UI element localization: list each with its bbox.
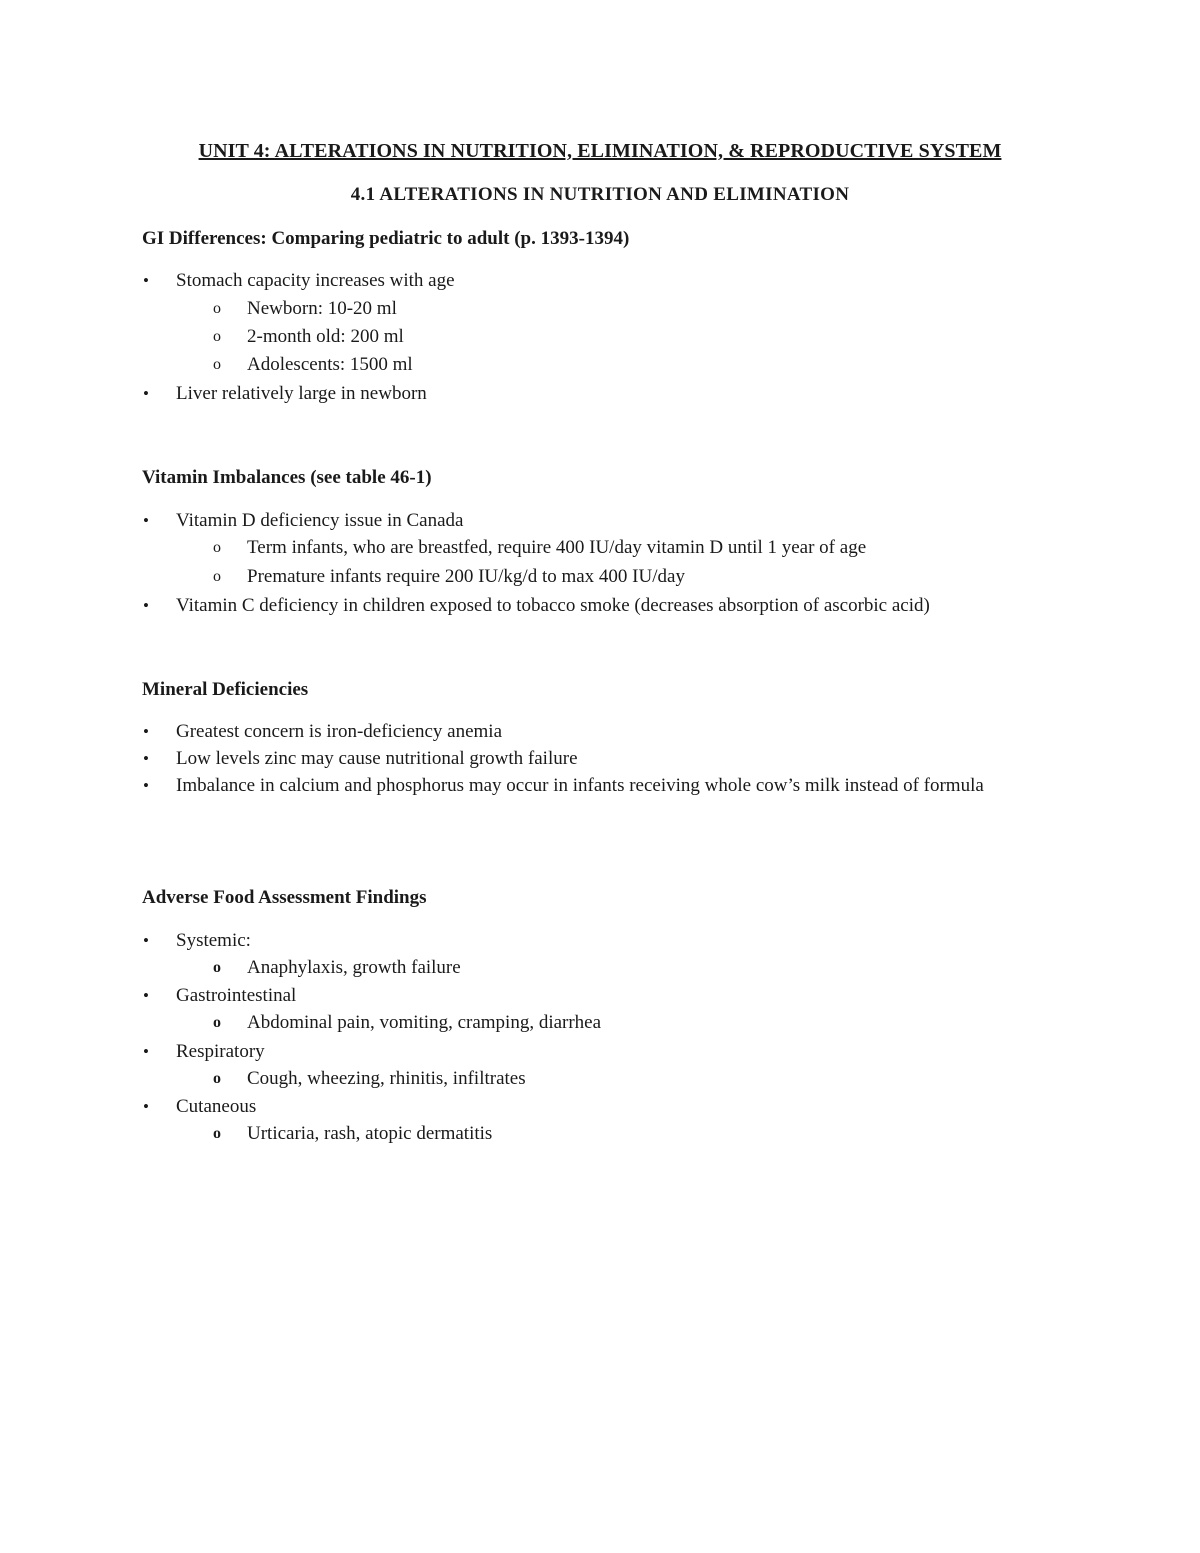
list-item-text: Stomach capacity increases with age	[176, 270, 455, 291]
list-item-text: Vitamin D deficiency issue in Canada	[176, 510, 464, 531]
section-heading-mineral-deficiencies: Mineral Deficiencies	[142, 679, 309, 700]
sub-list-item	[213, 535, 1067, 561]
sub-list-item-text: Premature infants require 200 IU/kg/d to max 400 IU/day	[247, 566, 685, 587]
disc-bullet-icon: •	[143, 1097, 149, 1116]
section-heading-gi-differences: GI Differences: Comparing pediatric to adult (p. 1393-1394)	[142, 228, 630, 249]
circle-o-bullet-icon: o	[213, 328, 221, 345]
sub-list-item	[213, 1121, 1067, 1147]
disc-bullet-icon: •	[143, 776, 149, 795]
disc-bullet-icon: •	[143, 722, 149, 741]
section-heading-adverse-food-findings: Adverse Food Assessment Findings	[142, 887, 427, 908]
sub-list-item-text: Newborn: 10-20 ml	[247, 298, 397, 319]
disc-bullet-icon: •	[143, 511, 149, 530]
list-item	[143, 1039, 1056, 1065]
sub-list-item	[213, 296, 1067, 322]
document-subtitle: 4.1 ALTERATIONS IN NUTRITION AND ELIMINATION	[350, 184, 850, 205]
list-item-text: Vitamin C deficiency in children exposed to tobacco smoke (decreases absorption of ascorbic acid)	[176, 595, 930, 616]
document-title: UNIT 4: ALTERATIONS IN NUTRITION, ELIMINATION, & REPRODUCTIVE SYSTEM	[198, 140, 1002, 162]
list-item-text: Liver relatively large in newborn	[176, 383, 427, 404]
circle-o-bullet-icon: o	[213, 539, 221, 556]
circle-o-bullet-icon: o	[213, 1070, 221, 1087]
list-item-text: Cutaneous	[176, 1096, 257, 1117]
list-item	[143, 508, 1056, 534]
section-heading-vitamin-imbalances: Vitamin Imbalances (see table 46-1)	[142, 467, 432, 488]
list-item-text: Gastrointestinal	[176, 985, 297, 1006]
list-item	[143, 593, 1056, 619]
disc-bullet-icon: •	[143, 596, 149, 615]
sub-list-item-text: Anaphylaxis, growth failure	[247, 957, 461, 978]
sub-list-item	[213, 1066, 1067, 1092]
sub-list-item	[213, 955, 1067, 981]
disc-bullet-icon: •	[143, 749, 149, 768]
sub-list-item	[213, 564, 1067, 590]
list-item	[143, 1094, 1056, 1120]
list-item-text: Imbalance in calcium and phosphorus may occur in infants receiving whole cow’s milk instead of formula	[176, 775, 984, 796]
disc-bullet-icon: •	[143, 384, 149, 403]
sub-list-item-text: Adolescents: 1500 ml	[247, 354, 413, 375]
disc-bullet-icon: •	[143, 271, 149, 290]
list-item-text: Low levels zinc may cause nutritional growth failure	[176, 748, 578, 769]
sub-list-item-text: Cough, wheezing, rhinitis, infiltrates	[247, 1068, 526, 1089]
disc-bullet-icon: •	[143, 931, 149, 950]
sub-list-item	[213, 352, 1067, 378]
sub-list-item-text: 2-month old: 200 ml	[247, 326, 404, 347]
circle-o-bullet-icon: o	[213, 568, 221, 585]
circle-o-bullet-icon: o	[213, 959, 221, 976]
list-item-text: Systemic:	[176, 930, 251, 951]
list-item-text: Greatest concern is iron-deficiency anemia	[176, 721, 503, 742]
list-item	[143, 746, 1056, 772]
sub-list-item-text: Urticaria, rash, atopic dermatitis	[247, 1123, 493, 1144]
sub-list-item	[213, 324, 1067, 350]
list-item	[143, 268, 1056, 294]
sub-list-item-text: Term infants, who are breastfed, require 400 IU/day vitamin D until 1 year of age	[247, 537, 867, 558]
list-item	[143, 773, 1056, 799]
list-item-text: Respiratory	[176, 1041, 265, 1062]
circle-o-bullet-icon: o	[213, 1125, 221, 1142]
sub-list-item	[213, 1010, 1067, 1036]
disc-bullet-icon: •	[143, 986, 149, 1005]
list-item	[143, 381, 1056, 407]
list-item	[143, 719, 1056, 745]
circle-o-bullet-icon: o	[213, 356, 221, 373]
disc-bullet-icon: •	[143, 1042, 149, 1061]
circle-o-bullet-icon: o	[213, 300, 221, 317]
list-item	[143, 928, 1056, 954]
list-item	[143, 983, 1056, 1009]
sub-list-item-text: Abdominal pain, vomiting, cramping, diarrhea	[247, 1012, 602, 1033]
circle-o-bullet-icon: o	[213, 1014, 221, 1031]
